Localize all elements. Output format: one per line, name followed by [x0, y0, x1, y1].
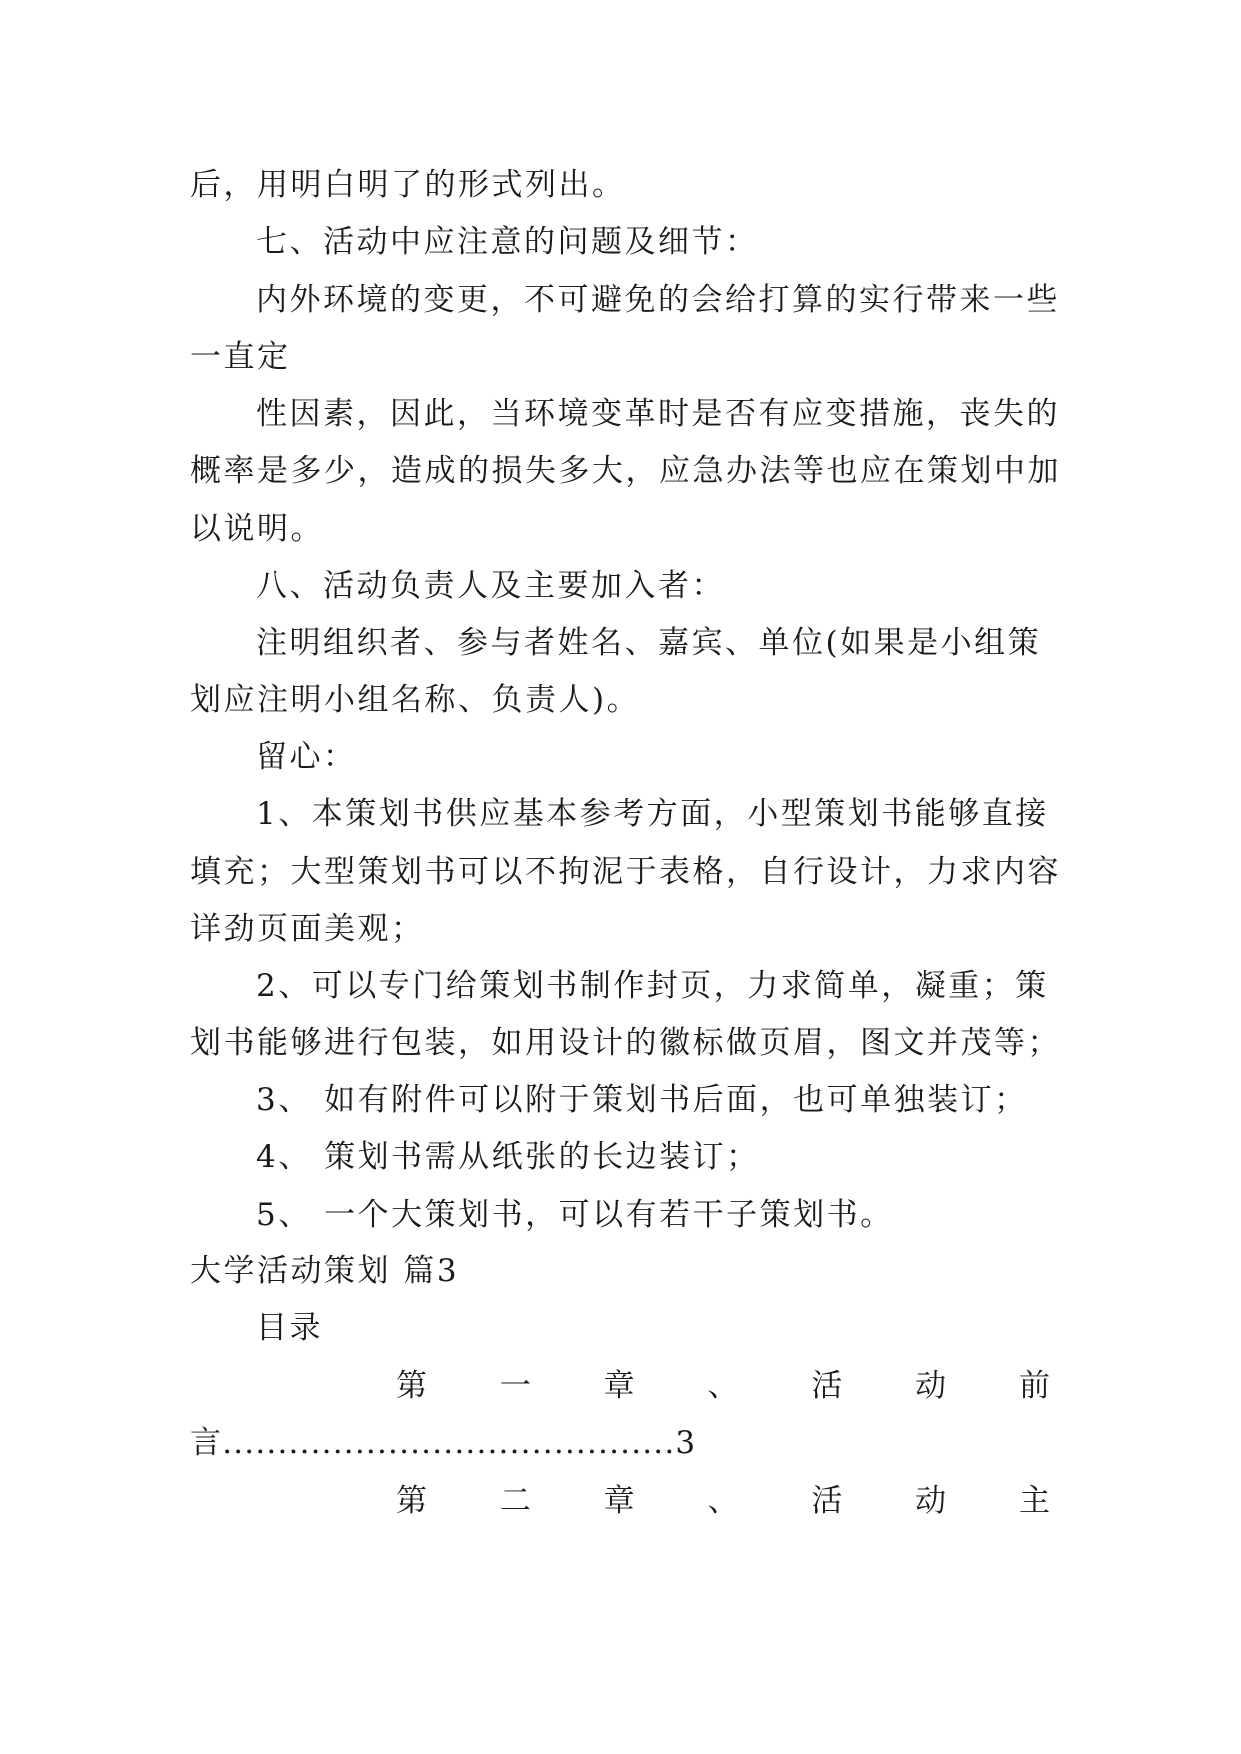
- toc-char: 前: [1018, 1368, 1050, 1404]
- paragraph-line: 内外环境的变更，不可避免的会给打算的实行带来一些: [256, 282, 1060, 318]
- toc-char: 、: [707, 1483, 739, 1519]
- paragraph-line: 详劲页面美观；: [190, 911, 425, 947]
- section-heading: 七、活动中应注意的问题及细节：: [256, 224, 759, 260]
- section-heading: 八、活动负责人及主要加入者：: [256, 568, 725, 604]
- toc-entry-chapter-2: [396, 1481, 1050, 1521]
- toc-char: 主: [1018, 1483, 1050, 1519]
- paragraph-line: 注明组织者、参与者姓名、嘉宾、单位(如果是小组策: [256, 625, 1042, 661]
- toc-char: 活: [811, 1483, 843, 1519]
- paragraph-line: 划书能够进行包装，如用设计的徽标做页眉，图文并茂等；: [190, 1025, 1061, 1061]
- list-item: 4、 策划书需从纸张的长边装订；: [256, 1139, 760, 1175]
- paragraph-line: 划应注明小组名称、负责人)。: [190, 682, 641, 718]
- toc-entry-chapter-1: [396, 1366, 1050, 1406]
- paragraph-line: 填充；大型策划书可以不拘泥于表格，自行设计，力求内容: [190, 854, 1061, 890]
- toc-char: 活: [811, 1368, 843, 1404]
- toc-char: 二: [499, 1483, 531, 1519]
- toc-char: 章: [603, 1368, 635, 1404]
- document-heading: 大学活动策划 篇3: [190, 1253, 460, 1289]
- toc-char: 章: [603, 1483, 635, 1519]
- paragraph-line: 后，用明白明了的形式列出。: [190, 167, 626, 203]
- list-item: 5、 一个大策划书，可以有若干子策划书。: [256, 1197, 894, 1233]
- section-heading: 留心：: [256, 739, 357, 775]
- toc-title: 目录: [256, 1310, 323, 1346]
- toc-char: 动: [915, 1368, 947, 1404]
- list-item: 3、 如有附件可以附于策划书后面，也可单独装订；: [256, 1082, 1028, 1118]
- toc-char: 一: [499, 1368, 531, 1404]
- toc-char: 、: [707, 1368, 739, 1404]
- toc-char: 第: [396, 1368, 427, 1404]
- paragraph-line: 一直定: [190, 339, 291, 375]
- list-item: 1、本策划书供应基本参考方面，小型策划书能够直接: [256, 796, 1049, 832]
- toc-char: 动: [915, 1483, 947, 1519]
- paragraph-line: 以说明。: [190, 511, 324, 547]
- paragraph-line: 概率是多少，造成的损失多大，应急办法等也应在策划中加: [190, 453, 1061, 489]
- toc-entry-chapter-1-continuation: 言.........................................3: [190, 1425, 697, 1461]
- toc-char: 第: [396, 1483, 427, 1519]
- list-item: 2、可以专门给策划书制作封页，力求简单，凝重；策: [256, 968, 1049, 1004]
- paragraph-line: 性因素，因此，当环境变革时是否有应变措施，丧失的: [256, 396, 1060, 432]
